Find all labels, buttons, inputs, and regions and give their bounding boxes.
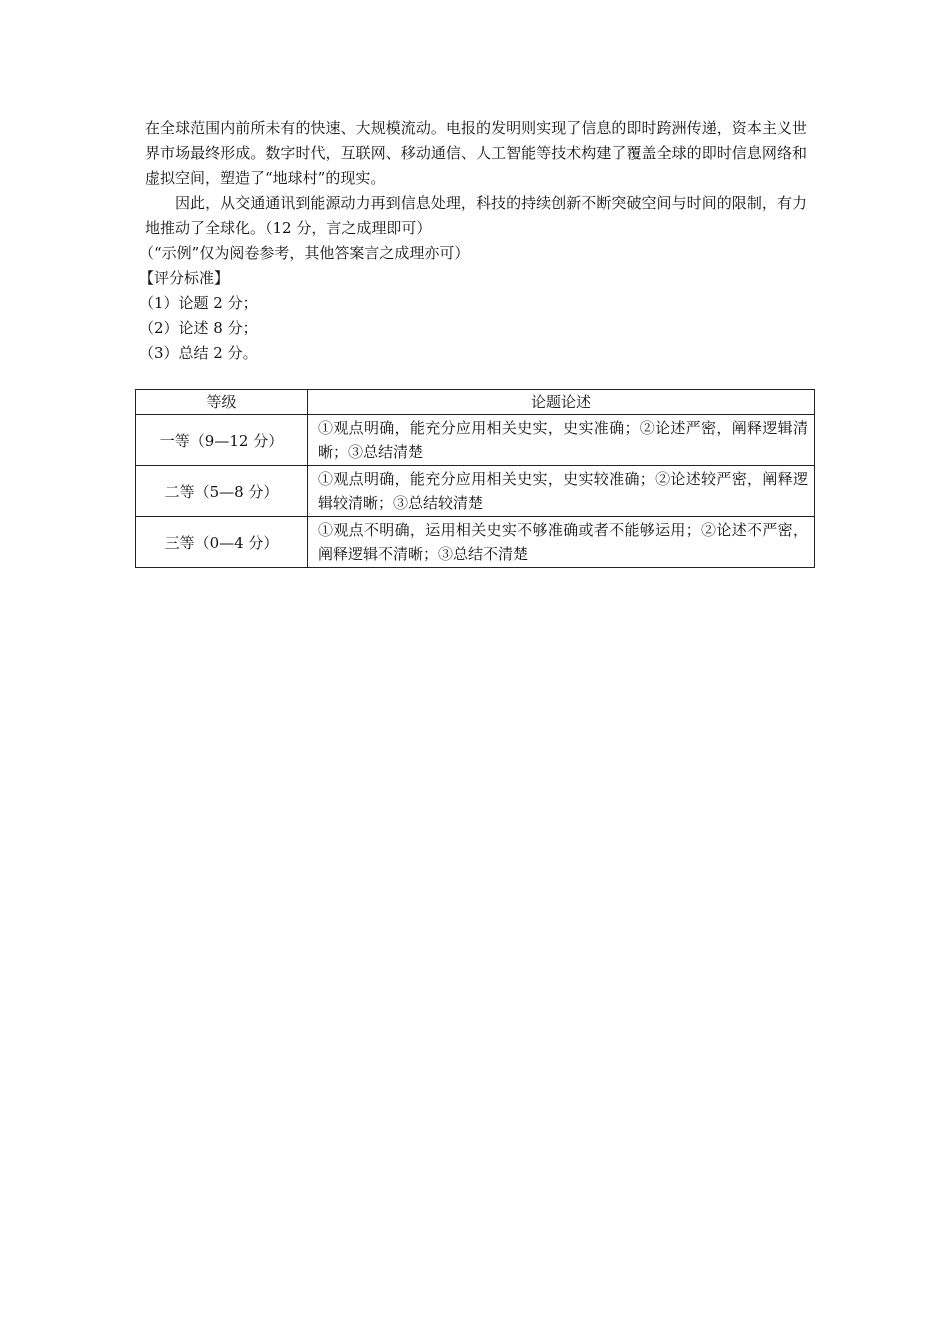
grading-table — [135, 389, 815, 568]
criteria-item-topic: （1）论题 2 分； — [139, 294, 258, 312]
column-header-level: 等级 — [136, 390, 308, 415]
table-row — [136, 517, 815, 568]
grade-level-cell: 一等（9—12 分） — [136, 415, 308, 466]
table-header-row — [136, 390, 815, 415]
criteria-item-summary: （3）总结 2 分。 — [139, 344, 258, 362]
grade-description-cell: ①观点不明确，运用相关史实不够准确或者不能够运用；②论述不严密，阐释逻辑不清晰；③总结不清楚 — [308, 517, 815, 568]
answer-paragraph-1: 在全球范围内前所未有的快速、大规模流动。电报的发明则实现了信息的即时跨洲传递，资本主义世界市场最终形成。数字时代，互联网、移动通信、人工智能等技术构建了覆盖全球的即时信息网络和虚拟空间，塑造了“地球村”的现实。 — [145, 119, 807, 187]
example-note: （“示例”仅为阅卷参考，其他答案言之成理亦可） — [139, 244, 470, 262]
answer-paragraph-2: 因此，从交通通讯到能源动力再到信息处理，科技的持续创新不断突破空间与时间的限制，有力地推动了全球化。（12 分，言之成理即可） — [145, 194, 807, 237]
grade-level-cell: 三等（0—4 分） — [136, 517, 308, 568]
table-row — [136, 415, 815, 466]
grade-level-cell: 二等（5—8 分） — [136, 466, 308, 517]
grade-description-cell: ①观点明确，能充分应用相关史实，史实准确；②论述严密，阐释逻辑清晰；③总结清楚 — [308, 415, 815, 466]
grade-description-cell: ①观点明确，能充分应用相关史实，史实较准确；②论述较严密，阐释逻辑较清晰；③总结较清楚 — [308, 466, 815, 517]
criteria-heading: 【评分标准】 — [139, 269, 230, 287]
criteria-item-argument: （2）论述 8 分； — [139, 319, 258, 337]
table-row — [136, 466, 815, 517]
column-header-description: 论题论述 — [308, 390, 815, 415]
